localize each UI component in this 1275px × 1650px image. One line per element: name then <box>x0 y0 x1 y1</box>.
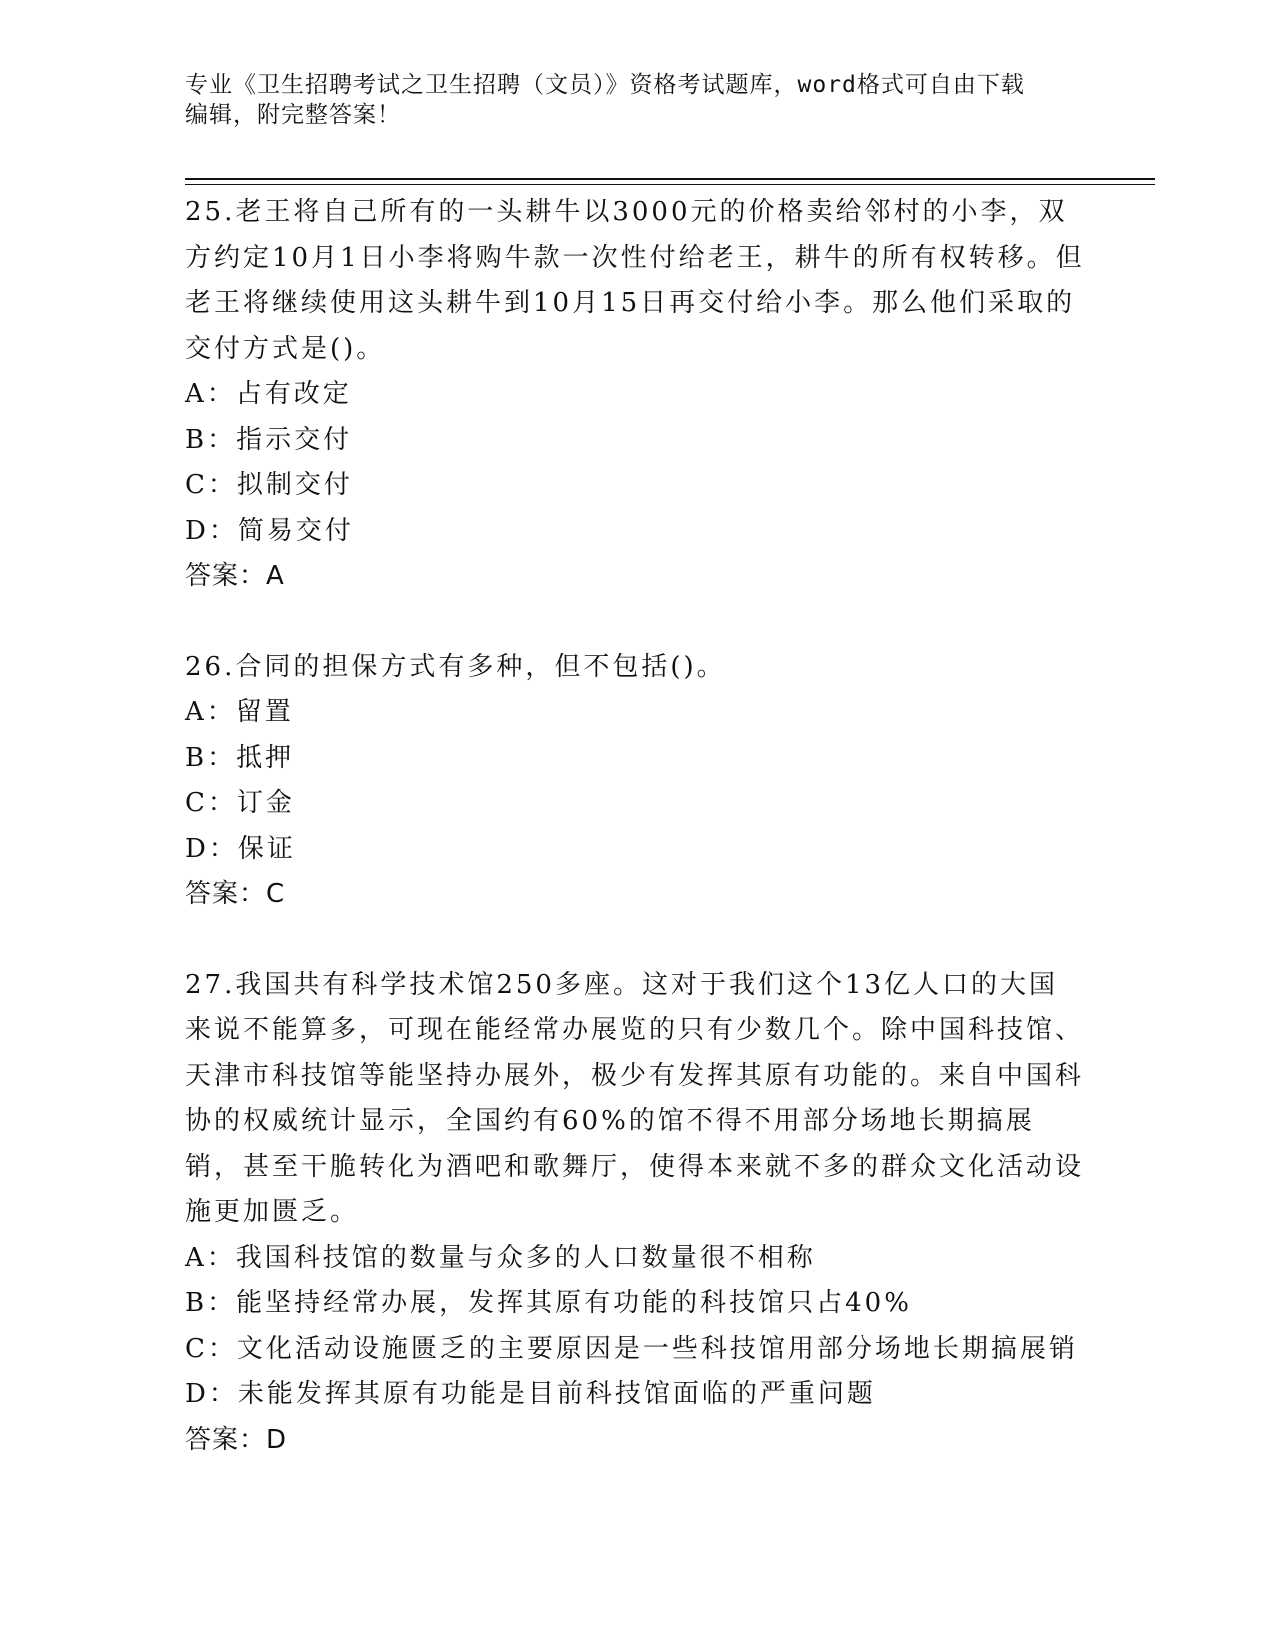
question-stem: 25.老王将自己所有的一头耕牛以3000元的价格卖给邻村的小李，双方约定10月1日小李将购牛款一次性付给老王，耕牛的所有权转移。但老王将继续使用这头耕牛到10月15日再交付给小李。那么他们采取的交付方式是()。 <box>185 197 1085 364</box>
question-stem: 26.合同的担保方式有多种，但不包括()。 <box>185 651 726 682</box>
answer-line: 答案：A <box>185 561 285 591</box>
option-a: A：占有改定 <box>185 379 352 409</box>
answer-line: 答案：D <box>185 1424 288 1455</box>
question-26 <box>185 645 1085 918</box>
header-divider-thin <box>185 184 1155 185</box>
option-c: C：订金 <box>185 788 295 818</box>
option-c: C：文化活动设施匮乏的主要原因是一些科技馆用部分场地长期搞展销 <box>185 1333 1078 1364</box>
question-stem: 27.我国共有科学技术馆250多座。这对于我们这个13亿人口的大国来说不能算多，可现在能经常办展览的只有少数几个。除中国科技馆、天津市科技馆等能坚持办展外，极少有发挥其原有功能的。来自中国科协的权威统计显示，全国约有60%的馆不得不用部分场地长期搞展销，甚至干脆转化为酒吧和歌舞厅，使得本来就不多的群众文化活动设施更加匮乏。 <box>185 969 1085 1227</box>
option-d: D：未能发挥其原有功能是目前科技馆面临的严重问题 <box>185 1379 876 1409</box>
header-line-2: 编辑，附完整答案！ <box>185 102 401 128</box>
option-b: B：能坚持经常办展，发挥其原有功能的科技馆只占40% <box>185 1288 912 1318</box>
option-d: D：保证 <box>185 833 296 864</box>
header-line-1: 专业《卫生招聘考试之卫生招聘（文员）》资格考试题库，word格式可自由下载 <box>185 72 1025 98</box>
option-a: A：我国科技馆的数量与众多的人口数量很不相称 <box>185 1242 816 1273</box>
option-d: D：简易交付 <box>185 515 354 546</box>
question-27 <box>185 963 1085 1464</box>
header-divider-thick <box>185 178 1155 180</box>
answer-line: 答案：C <box>185 879 286 909</box>
option-b: B：抵押 <box>185 742 295 773</box>
option-b: B：指示交付 <box>185 424 353 455</box>
question-25 <box>185 190 1085 600</box>
question-list <box>185 190 1085 1508</box>
option-c: C：拟制交付 <box>185 470 353 500</box>
option-a: A：留置 <box>185 697 294 727</box>
document-header <box>185 70 1065 130</box>
